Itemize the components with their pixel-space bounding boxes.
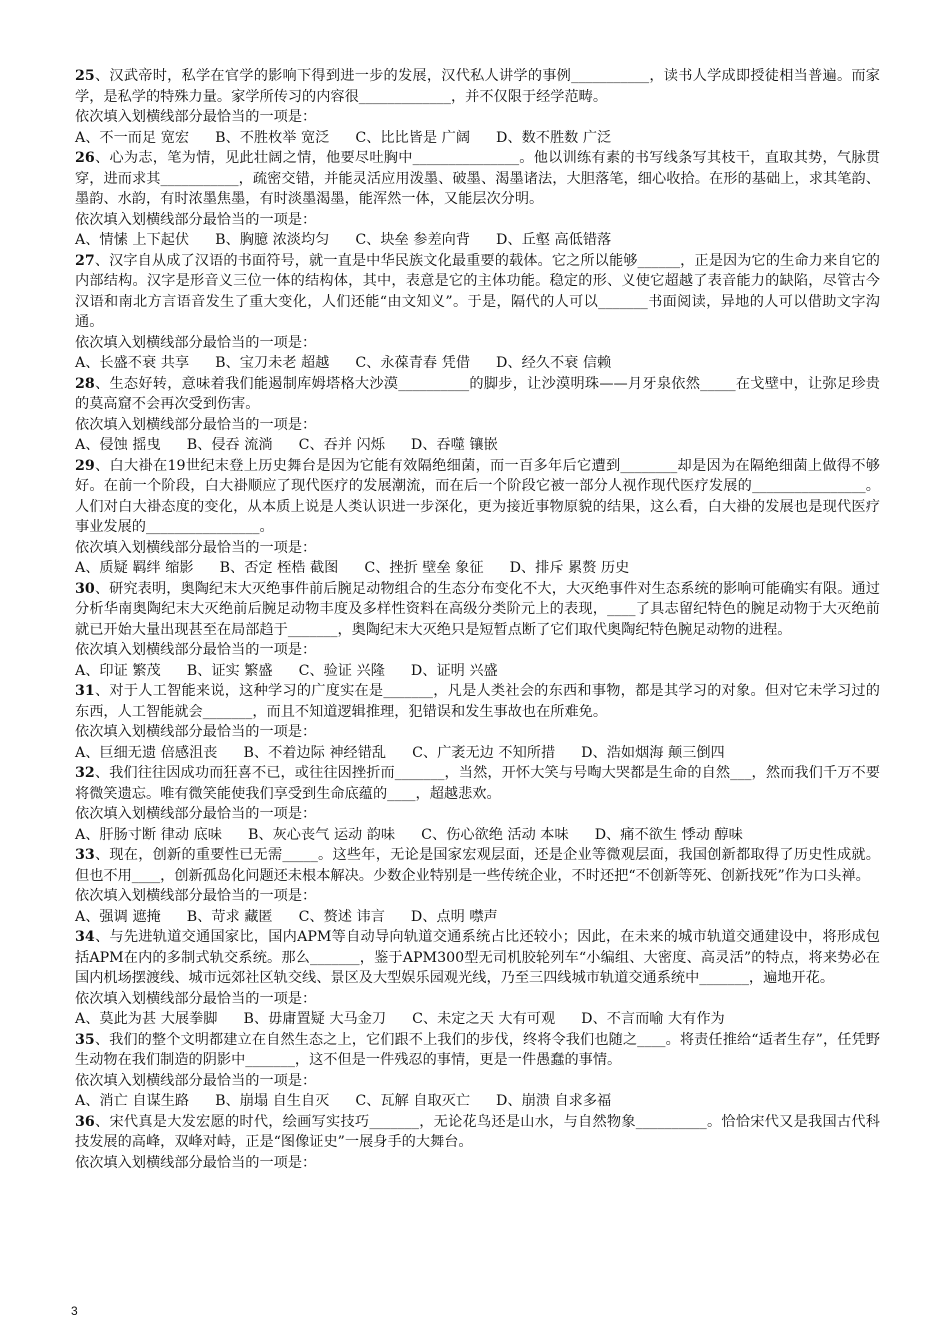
answer-options — [75, 435, 880, 456]
question-number: 26 — [75, 150, 95, 166]
option-b: B、崩塌 自生自灭 — [215, 1093, 330, 1109]
option-d: D、证明 兴盛 — [410, 662, 498, 679]
question-text: 28、生态好转，意味着我们能遏制库姆塔格大沙漠__________的脚步，让沙漠明珠——月牙泉依然_____在戈壁中，让弥足珍贵的莫高窟不会再次受到伤害。 — [75, 375, 880, 412]
option-c: C、验证 兴隆 — [298, 662, 385, 679]
option-a: A、不一而足 宽宏 — [75, 129, 190, 146]
option-c: C、瓦解 自取灭亡 — [355, 1093, 471, 1109]
question-number: 27 — [75, 252, 95, 269]
question-number: 35 — [75, 1031, 95, 1048]
option-b: B、否定 桎梏 截图 — [219, 560, 339, 576]
document-page — [75, 66, 880, 1173]
question-text: 34、与先进轨道交通国家比，国内APM等自动导向轨道交通系统占比还较小；因此，在未来的城市轨道交通建设中，将形成包括APM在内的多制式轨交系统。那么_______，鉴于APM300型无司机胶轮列车“小编组、大密度、高灵活”的特点，将来势必在国内机场摆渡线、城市远郊社区轨交线、景区及大型娱乐园观光线，乃至三四线城市轨道交通系统中_______，遍地开花。 — [75, 929, 880, 986]
option-a: A、消亡 自谋生路 — [75, 1093, 190, 1109]
option-b: B、宝刀未老 超越 — [215, 355, 330, 371]
page-number: 3 — [71, 1304, 78, 1318]
answer-options — [75, 1009, 880, 1030]
question-26 — [75, 148, 880, 251]
option-a: A、长盛不衰 共享 — [75, 355, 190, 371]
option-d: D、点明 噤声 — [410, 908, 498, 925]
question-29 — [75, 456, 880, 579]
question-28 — [75, 374, 880, 456]
answer-options — [75, 353, 880, 374]
question-number: 33 — [75, 847, 95, 863]
question-prompt: 依次填入划横线部分最恰当的一项是： — [75, 539, 317, 556]
option-a: A、质疑 羁绊 缩影 — [75, 560, 194, 576]
option-d: D、经久不衰 信赖 — [496, 355, 612, 371]
option-b: B、证实 繁盛 — [186, 662, 273, 679]
question-32 — [75, 763, 880, 845]
option-b: B、胸臆 浓淡均匀 — [215, 232, 330, 248]
question-prompt: 依次填入划横线部分最恰当的一项是： — [75, 334, 317, 351]
option-a: A、印证 繁茂 — [75, 662, 161, 679]
question-number: 36 — [75, 1113, 95, 1130]
option-b: B、不着边际 神经错乱 — [243, 744, 387, 761]
option-c: C、未定之天 大有可观 — [412, 1011, 556, 1027]
question-prompt: 依次填入划横线部分最恰当的一项是： — [75, 109, 317, 125]
question-27 — [75, 251, 880, 374]
option-c: C、吞并 闪烁 — [298, 437, 385, 453]
question-prompt: 依次填入划横线部分最恰当的一项是： — [75, 1072, 317, 1089]
question-number: 28 — [75, 375, 95, 392]
question-text: 33、现在，创新的重要性已无需_____。这些年，无论是国家宏观层面，还是企业等微观层面，我国创新都取得了历史性成就。但也不用____，创新孤岛化问题还未根本解决。少数企业特别是一些传统企业，不时还把“不创新等死、创新找死”作为口头禅。 — [75, 847, 880, 884]
question-prompt: 依次填入划横线部分最恰当的一项是： — [75, 724, 317, 740]
question-number: 32 — [75, 765, 95, 781]
option-d: D、痛不欲生 悸动 醇味 — [594, 826, 743, 843]
question-30 — [75, 579, 880, 682]
option-c: C、伤心欲绝 活动 本味 — [421, 826, 569, 843]
option-a: A、莫此为甚 大展拳脚 — [75, 1011, 218, 1027]
question-prompt: 依次填入划横线部分最恰当的一项是： — [75, 1154, 317, 1171]
question-text: 35、我们的整个文明都建立在自然生态之上，它们跟不上我们的步伐，终将令我们也随之____。将责任推给“适者生存”，任凭野生动物在我们制造的阴影中_______，这不但是一件残忍的事情，更是一件愚蠢的事情。 — [75, 1031, 880, 1068]
question-31 — [75, 681, 880, 763]
option-d: D、丘壑 高低错落 — [496, 232, 612, 248]
question-prompt: 依次填入划横线部分最恰当的一项是： — [75, 211, 317, 228]
answer-options — [75, 743, 880, 764]
answer-options — [75, 230, 880, 251]
option-d: D、不言而喻 大有作为 — [581, 1011, 725, 1027]
option-d: D、排斥 累赘 历史 — [509, 560, 630, 576]
option-d: D、数不胜数 广泛 — [496, 129, 612, 146]
option-c: C、赘述 讳言 — [298, 908, 385, 925]
answer-options — [75, 558, 880, 579]
question-number: 29 — [75, 457, 95, 474]
option-a: A、情愫 上下起伏 — [75, 232, 190, 248]
answer-options — [75, 661, 880, 682]
question-34 — [75, 927, 880, 1030]
question-36 — [75, 1112, 880, 1174]
question-number: 34 — [75, 929, 95, 945]
question-text: 27、汉字自从成了汉语的书面符号，就一直是中华民族文化最重要的载体。它之所以能够______，正是因为它的生命力来自它的内部结构。汉字是形音义三位一体的结构体，其中，表意是它的主体功能。稳定的形、义使它超越了表音能力的缺陷，尽管古今汉语和南北方言语音发生了重大变化，人们还能“由文知义”。于是，隔代的人可以_______书面阅读，异地的人可以借助文字沟通。 — [75, 252, 880, 330]
question-35 — [75, 1030, 880, 1112]
option-d: D、浩如烟海 颠三倒四 — [581, 744, 725, 761]
question-number: 31 — [75, 683, 95, 699]
question-text: 32、我们往往因成功而狂喜不已，或往往因挫折而_______，当然，开怀大笑与号啕大哭都是生命的自然___，然而我们千万不要将微笑遗忘。唯有微笑能使我们享受到生命底蕴的____，超越悲欢。 — [75, 765, 880, 802]
option-c: C、块垒 参差向背 — [355, 232, 471, 248]
option-d: D、吞噬 镶嵌 — [410, 437, 498, 453]
question-prompt: 依次填入划横线部分最恰当的一项是： — [75, 990, 317, 1007]
question-text: 29、白大褂在19世纪末登上历史舞台是因为它能有效隔绝细菌，而一百多年后它遭到________却是因为在隔绝细菌上做得不够好。在前一个阶段，白大褂顺应了现代医疗的发展潮流，而在后一个阶段它被一部分人视作现代医疗发展的________________。人们对白大褂态度的变化，从本质上说是人类认识进一步深化，更为接近事物原貌的结果，这么看，白大褂的发展也是现代医疗事业发展的________________。 — [75, 457, 880, 535]
option-b: B、毋庸置疑 大马金刀 — [243, 1011, 387, 1027]
answer-options — [75, 825, 880, 846]
option-b: B、苛求 藏匿 — [186, 908, 273, 925]
option-c: C、挫折 壁垒 象征 — [364, 560, 484, 576]
option-a: A、肝肠寸断 律动 底味 — [75, 826, 222, 843]
option-a: A、巨细无遗 倍感沮丧 — [75, 744, 218, 761]
question-33 — [75, 845, 880, 927]
answer-options — [75, 907, 880, 928]
option-b: B、侵吞 流淌 — [186, 437, 273, 453]
question-prompt: 依次填入划横线部分最恰当的一项是： — [75, 888, 317, 904]
question-number: 30 — [75, 580, 95, 597]
question-text: 31、对于人工智能来说，这种学习的广度实在是_______，凡是人类社会的东西和事物，都是其学习的对象。但对它未学习过的东西，人工智能就会_______，而且不知道逻辑推理，犯错误和发生事故也在所难免。 — [75, 683, 880, 720]
answer-options — [75, 128, 880, 149]
option-a: A、强调 遮掩 — [75, 908, 161, 925]
option-c: C、广袤无边 不知所措 — [412, 744, 556, 761]
option-c: C、永葆青春 凭借 — [355, 355, 471, 371]
question-number: 25 — [75, 68, 95, 84]
option-b: B、灰心丧气 运动 韵味 — [247, 826, 396, 843]
question-text: 26、心为志，笔为情，见此壮阔之情，他要尽吐胸中_______________。他以训练有素的书写线条写其枝干，直取其势，气脉贯穿，进而求其___________，疏密交错，并能灵活应用泼墨、破墨、渴墨诸法，大胆落笔，细心收拾。在形的基础上，求其笔韵、墨韵、水韵，有时浓墨焦墨，有时淡墨渴墨，能浑然一体，又能层次分明。 — [75, 150, 880, 207]
question-prompt: 依次填入划横线部分最恰当的一项是： — [75, 806, 317, 822]
option-d: D、崩溃 自求多福 — [496, 1093, 612, 1109]
question-25 — [75, 66, 880, 148]
question-text: 25、汉武帝时，私学在官学的影响下得到进一步的发展，汉代私人讲学的事例___________，读书人学成即授徒相当普遍。而家学，是私学的特殊力量。家学所传习的内容很_____________，并不仅限于经学范畴。 — [75, 68, 880, 105]
question-text: 30、研究表明，奥陶纪末大灭绝事件前后腕足动物组合的生态分布变化不大，大灭绝事件对生态系统的影响可能确实有限。通过分析华南奥陶纪末大灭绝前后腕足动物丰度及多样性资料在高级分类阶元上的表现，____了具志留纪特色的腕足动物于大灭绝前就已开始大量出现甚至在局部趋于_______，奥陶纪末大灭绝只是短暂点断了它们取代奥陶纪特色腕足动物的进程。 — [75, 580, 880, 638]
option-a: A、侵蚀 摇曳 — [75, 437, 161, 453]
option-b: B、不胜枚举 宽泛 — [215, 129, 330, 146]
question-prompt: 依次填入划横线部分最恰当的一项是： — [75, 416, 317, 433]
question-text: 36、宋代真是大发宏愿的时代，绘画写实技巧_______，无论花鸟还是山水，与自然物象__________。恰恰宋代又是我国古代科技发展的高峰，双峰对峙，正是“图像证史”一展身手的大舞台。 — [75, 1113, 880, 1150]
question-prompt: 依次填入划横线部分最恰当的一项是： — [75, 642, 317, 658]
answer-options — [75, 1091, 880, 1112]
option-c: C、比比皆是 广阔 — [355, 129, 471, 146]
